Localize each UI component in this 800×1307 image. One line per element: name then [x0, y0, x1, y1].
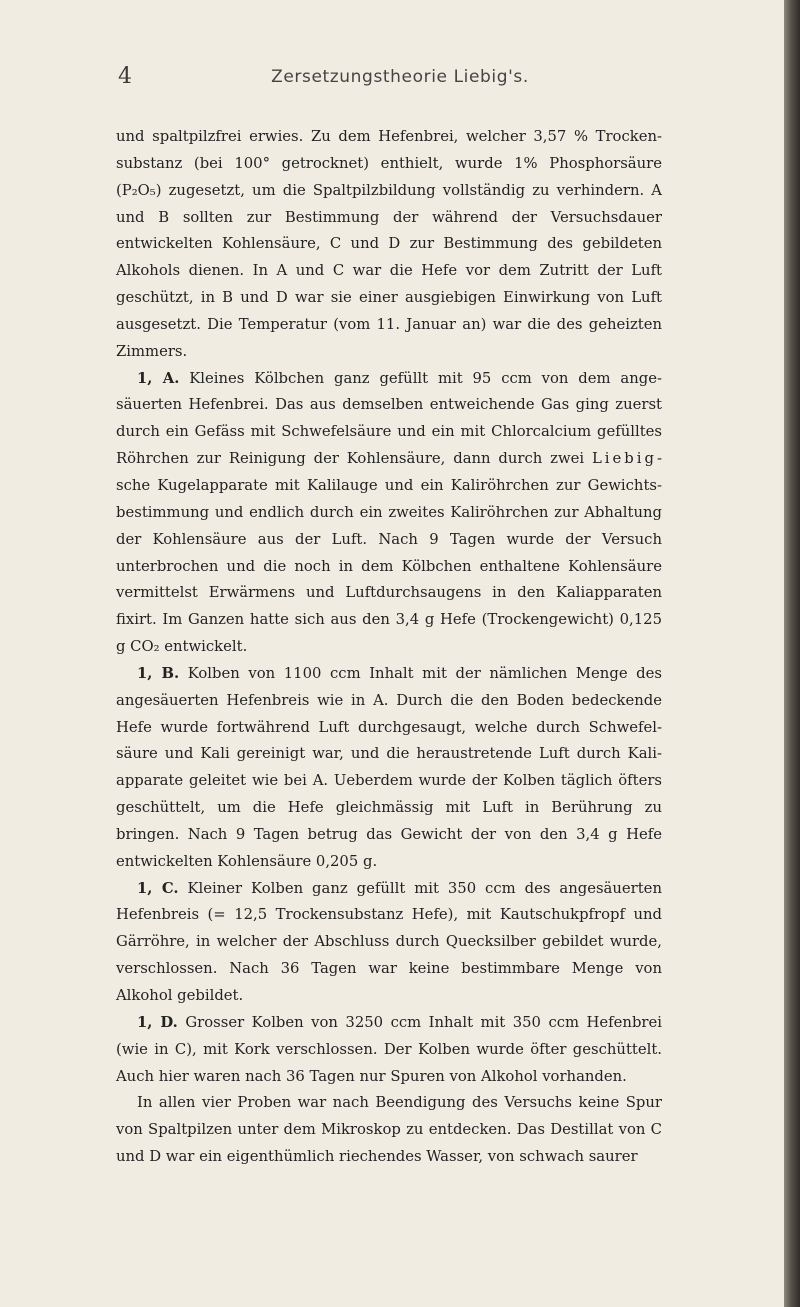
experiment-label: 1, C.: [137, 879, 179, 897]
paragraph-experiment-1b: [116, 661, 662, 876]
paragraph-text-continued: sche Kugelapparate mit Kalilauge und ein Kaliröhrchen zur Gewichtsbestimmung und endlich durch ein zweites Kaliröhrchen zur Abhaltung der Kohlensäure aus der Luft. Nach 9 Tagen wurde der Versuch unterbrochen und die noch in dem Kölbchen enthaltene Kohlensäure vermittelst Erwärmens und Luftdurchsaugens in den Kaliapparaten fixirt. Im Ganzen hatte sich aus den 3,4 g Hefe (Trockengewicht) 0,125 g CO₂ entwickelt.: [116, 476, 662, 656]
running-head: Zersetzungstheorie Liebig's.: [271, 67, 529, 87]
experiment-label: 1, B.: [137, 664, 180, 682]
paragraph-experiment-1a: [116, 366, 662, 661]
page-header: [0, 64, 800, 94]
paragraph-experiment-1d: [116, 1010, 662, 1091]
body-text: [116, 124, 662, 1171]
experiment-label: 1, D.: [137, 1013, 178, 1031]
experiment-label: 1, A.: [137, 369, 180, 387]
book-spine-edge: [784, 0, 800, 1307]
paragraph-experiment-1c: [116, 876, 662, 1010]
author-name: Liebig: [591, 450, 662, 468]
paragraph-text: Kleiner Kolben ganz gefüllt mit 350 ccm des angesäuerten Hefenbreis (= 12,5 Trockensubstanz Hefe), mit Kautschukpfropf und Gärröhre, in welcher der Abschluss durch Quecksilber gebildet wurde, verschlossen. Nach 36 Tagen war keine bestimmbare Menge von Alkohol gebildet.: [116, 879, 662, 1004]
paragraph-conclusion: In allen vier Proben war nach Beendigung des Versuchs keine Spur von Spaltpilzen unter dem Mikroskop zu entdecken. Das Destillat von C und D war ein eigenthümlich riechendes Wasser, von schwach saurer: [116, 1094, 662, 1166]
paragraph-text: Kolben von 1100 ccm Inhalt mit der nämlichen Menge des angesäuerten Hefenbreis wie in A. Durch die den Boden bedeckende Hefe wurde fortwährend Luft durchgesaugt, welche durch Schwefelsäure und Kali gereinigt war, und die heraustretende Luft durch Kaliapparate geleitet wie bei A. Ueberdem wurde der Kolben täglich öfters geschüttelt, um die Hefe gleichmässig mit Luft in Berührung zu bringen. Nach 9 Tagen betrug das Gewicht der von den 3,4 g Hefe entwickelten Kohlensäure 0,205 g.: [116, 664, 662, 870]
paragraph-text: Grosser Kolben von 3250 ccm Inhalt mit 350 ccm Hefenbrei (wie in C), mit Kork verschlossen. Der Kolben wurde öfter geschüttelt. Auch hier waren nach 36 Tagen nur Spuren von Alkohol vorhanden.: [116, 1013, 662, 1085]
paragraph-intro: und spaltpilzfrei erwies. Zu dem Hefenbrei, welcher 3,57 % Trockensubstanz (bei 100° getrocknet) enthielt, wurde 1% Phosphorsäure (P₂O₅) zugesetzt, um die Spaltpilzbildung vollständig zu verhindern. A und B sollten zur Bestimmung der während der Versuchsdauer entwickelten Kohlensäure, C und D zur Bestimmung des gebildeten Alkohols dienen. In A und C war die Hefe vor dem Zutritt der Luft geschützt, in B und D war sie einer ausgiebigen Einwirkung von Luft ausgesetzt. Die Temperatur (vom 11. Januar an) war die des geheizten Zimmers.: [116, 128, 662, 360]
page-number: 4: [118, 64, 132, 89]
paragraph-text: Kleines Kölbchen ganz gefüllt mit 95 ccm von dem angesäuerten Hefenbrei. Das aus demselben entweichende Gas ging zuerst durch ein Gefäss mit Schwefelsäure und ein mit Chlorcalcium gefülltes Röhrchen zur Reinigung der Kohlensäure, dann durch zwei: [116, 369, 662, 468]
